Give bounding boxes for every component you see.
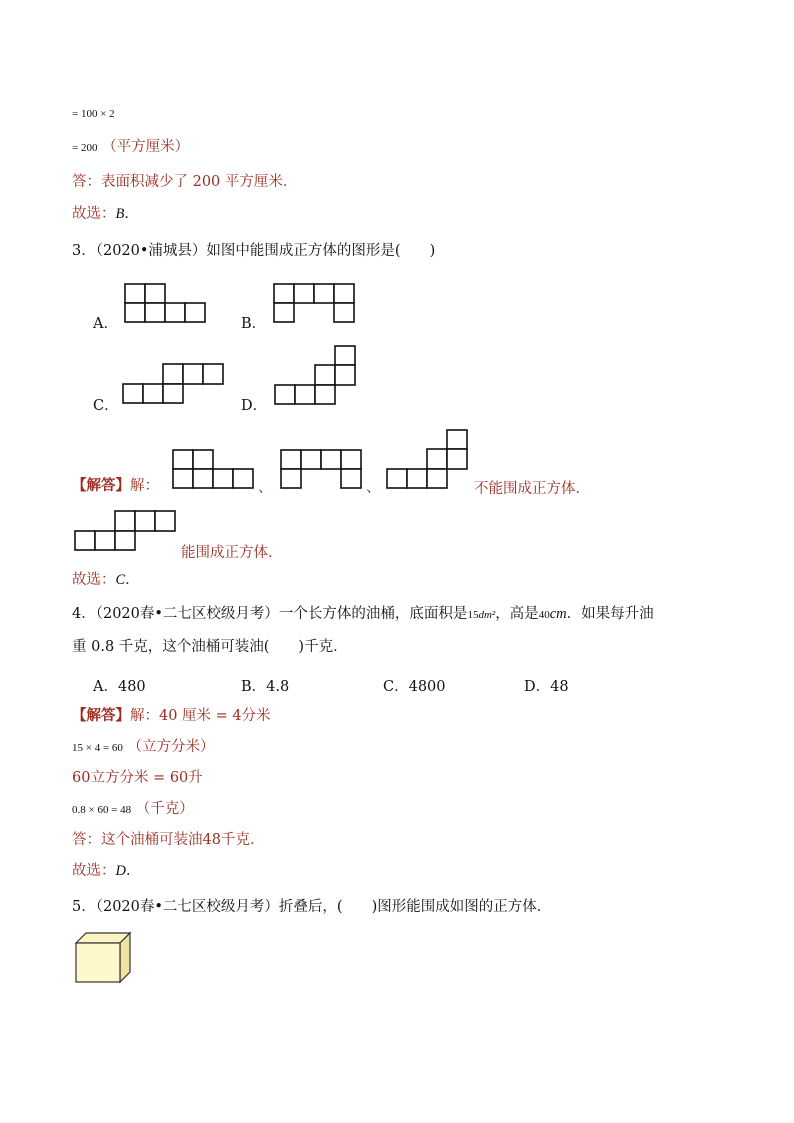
q3-solution-jie: 解： — [130, 478, 159, 494]
q4-area-unit: dm² — [478, 609, 496, 621]
q3-solution-net-4 — [74, 510, 178, 551]
q4-solution-line-2 — [72, 737, 215, 758]
q4-answer-b: 千克． — [220, 832, 265, 848]
q4-solution-step-4-unit: （千克） — [135, 801, 194, 817]
q4-solution-line-3 — [72, 768, 203, 788]
q3-option-b-net — [273, 283, 357, 323]
q4-option-a: A．480 — [93, 679, 146, 695]
q3-option-a-net — [124, 283, 208, 323]
q4-solution-step-3-a: 60 — [72, 770, 91, 786]
q3-option-c-net — [122, 363, 226, 404]
q4-solution-tag: 【解答】 — [72, 707, 130, 724]
q4-option-b: B．4.8 — [241, 679, 290, 695]
q4-choice-letter: D — [115, 863, 126, 879]
q3-option-b-label: B． — [241, 316, 267, 332]
q2-choice-letter: B — [115, 206, 125, 222]
q2-answer-prefix: 答：表面积减少了 — [72, 174, 188, 190]
q2-answer — [72, 172, 297, 192]
q4-stem-line-1 — [72, 604, 654, 625]
q4-solution-step-4-expr: 0.8 × 60 = 48 — [72, 804, 132, 816]
q3-stem: 3．（2020•浦城县）如图中能围成正方体的图形是( ) — [72, 243, 436, 259]
q4-answer-value: 48 — [202, 832, 221, 848]
q4-stem-part-b: ，高是 — [495, 606, 539, 622]
q4-choice — [72, 861, 140, 881]
q4-height-value: 40 — [538, 609, 550, 621]
q3-solution-sep-1: 、 — [258, 480, 273, 496]
q4-choice-label: 故选： — [72, 863, 116, 879]
q2-answer-value: 200 — [192, 174, 221, 190]
q3-choice-dot: ． — [125, 572, 140, 588]
q4-answer-a: 答：这个油桶可装油 — [72, 832, 203, 848]
q3-option-c-label: C． — [93, 398, 119, 414]
calc-line-2 — [72, 137, 189, 158]
q4-stem-part-a: 4．（2020春•二七区校级月考）一个长方体的油桶，底面积是 — [72, 606, 468, 622]
q5-cube-figure — [74, 931, 132, 985]
q3-solution-net-3 — [386, 429, 470, 490]
q2-choice-label: 故选： — [72, 206, 116, 222]
q3-choice — [72, 570, 140, 590]
q2-choice — [72, 204, 139, 224]
q4-option-d: D．48 — [524, 679, 569, 695]
q3-solution-label — [72, 476, 159, 496]
q4-solution-step-2-unit: （立方分米） — [127, 739, 215, 755]
q4-solution-line-4 — [72, 799, 194, 820]
calc-line-2-expr: = 200 — [72, 142, 98, 154]
q3-option-d-net — [274, 345, 358, 406]
q2-answer-suffix: 平方厘米． — [224, 174, 298, 190]
q4-stem-part-c: ．如果每升油 — [566, 606, 654, 622]
q4-solution-jie: 解： — [130, 708, 159, 724]
q4-solution-step-3-b: 立方分米 = 60升 — [90, 770, 203, 786]
q4-answer — [72, 830, 264, 850]
q4-solution-step-1: 40 厘米 = 4分米 — [159, 708, 271, 724]
q3-option-d-label: D． — [241, 398, 268, 414]
q4-area-value: 15 — [467, 609, 479, 621]
q4-choice-dot: ． — [125, 863, 141, 879]
calc-line-2-unit: （平方厘米） — [102, 139, 190, 155]
q3-choice-label: 故选： — [72, 572, 116, 588]
q3-choice-letter: C — [115, 572, 126, 588]
q4-option-c: C．4800 — [383, 679, 446, 695]
q3-solution-net-2 — [280, 449, 364, 489]
calc-line-1: = 100 × 2 — [72, 108, 115, 120]
q3-option-a-label: A． — [93, 316, 118, 332]
q3-solution-sep-2: 、 — [366, 480, 381, 496]
q3-solution-net-1 — [172, 449, 256, 489]
q3-solution-can-form: 能围成正方体． — [181, 545, 283, 561]
q4-height-unit: cm — [549, 606, 567, 622]
q3-solution-tag: 【解答】 — [72, 477, 130, 494]
q5-stem: 5．（2020春•二七区校级月考）折叠后，( )图形能围成如图的正方体． — [72, 899, 552, 915]
q4-solution-step-2-expr: 15 × 4 = 60 — [72, 742, 123, 754]
q2-choice-dot: ． — [124, 206, 139, 222]
q4-stem-line-2: 重 0.8 千克，这个油桶可装油( )千克． — [72, 639, 348, 655]
q4-solution-line-1 — [72, 706, 271, 726]
q3-solution-not-form: 不能围成正方体． — [474, 481, 590, 497]
